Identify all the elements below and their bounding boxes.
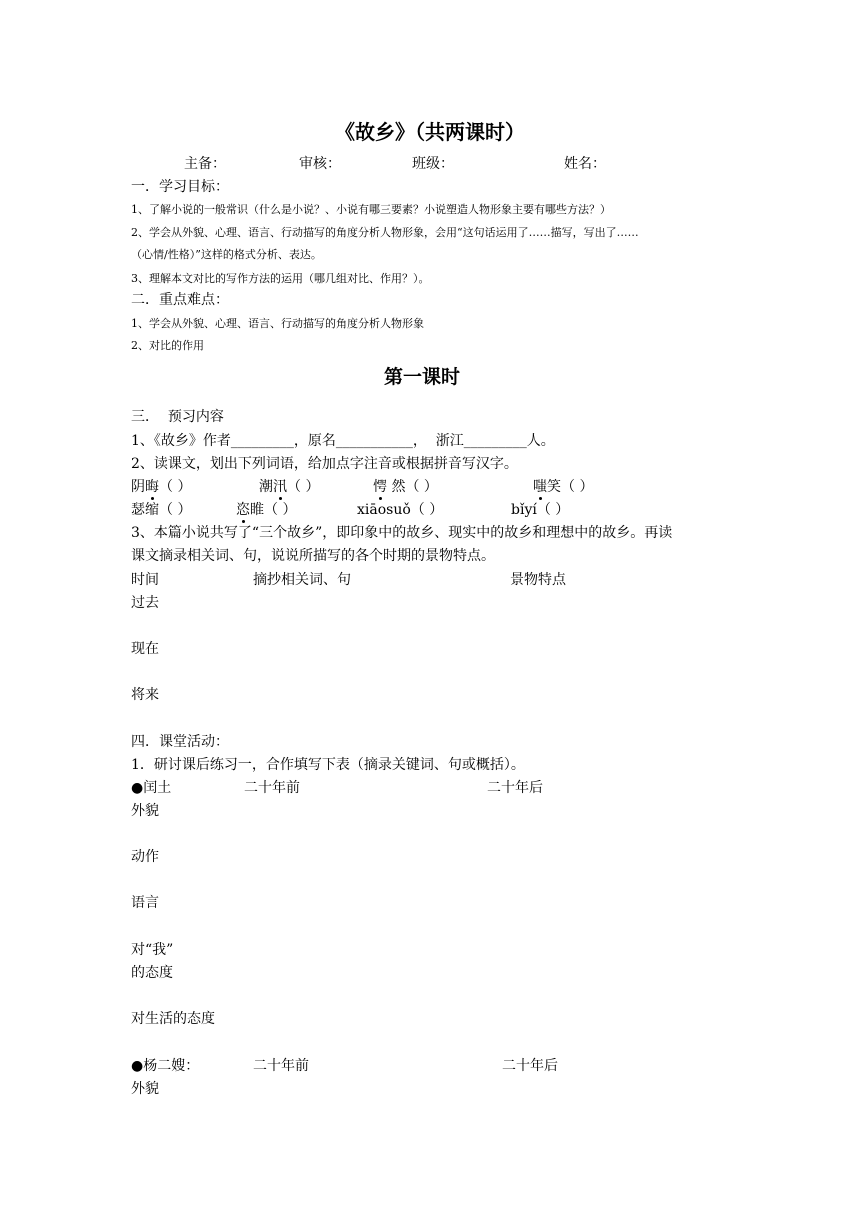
runtu-before-label: 二十年前 <box>244 780 300 796</box>
objective-item: （心情/性格）”这样的格式分析、表达。 <box>131 248 322 261</box>
runtu-row-appearance: 外貌 <box>131 803 159 819</box>
emphasis-dot-char: 汛 <box>273 476 287 496</box>
runtu-row-attitude-life: 对生活的态度 <box>131 1011 215 1027</box>
lesson-title: 第一课时 <box>384 366 461 388</box>
runtu-label: ●闰土 <box>131 780 172 796</box>
objective-item: 2、学会从外貌、心理、语言、行动描写的角度分析人物形象，会用“这句话运用了……描写，写出了…… <box>131 226 639 239</box>
question-2: 2、读课文，划出下列词语，给加点字注音或根据拼音写汉字。 <box>131 456 518 472</box>
vocab-item: 阴晦（ ） <box>131 476 191 496</box>
yang-before-label: 二十年前 <box>253 1058 309 1074</box>
reviewer-label: 审核： <box>299 156 341 172</box>
row-label-past: 过去 <box>131 595 159 611</box>
vocab-item: 嗤笑（ ） <box>533 476 593 496</box>
objective-item: 1、了解小说的一般常识（什么是小说？、小说有哪三要素？小说塑造人物形象主要有哪些方法？） <box>131 203 611 216</box>
emphasis-dot-char: 嗤 <box>533 476 547 496</box>
row-label-future: 将来 <box>131 687 159 703</box>
section-1-heading: 一．学习目标： <box>131 179 229 195</box>
name-label: 姓名： <box>564 156 606 172</box>
vocab-item: bǐyí（ ） <box>511 502 570 518</box>
section-2-heading: 二．重点难点： <box>131 292 229 308</box>
section-4-heading: 四．课堂活动： <box>131 734 229 750</box>
emphasis-dot-char: 晦 <box>145 476 159 496</box>
col-excerpt: 摘抄相关词、句 <box>253 572 351 588</box>
vocab-item: 恣睢（ ） <box>236 499 296 519</box>
vocab-item: xiāosuǒ（ ） <box>357 502 444 518</box>
question-1: 1、《故乡》作者_________，原名___________， 浙江_________人。 <box>131 433 555 449</box>
runtu-row-attitude-me-1: 对“我” <box>131 942 174 958</box>
lead-teacher-label: 主备： <box>184 156 226 172</box>
vocab-item: 愕 然（ ） <box>373 476 438 496</box>
yang-row-appearance: 外貌 <box>131 1081 159 1097</box>
question-3-line-2: 课文摘录相关词、句，说说所描写的各个时期的景物特点。 <box>131 548 495 564</box>
emphasis-dot-char: 恣 <box>236 499 250 519</box>
runtu-row-speech: 语言 <box>131 895 159 911</box>
key-point-item: 2、对比的作用 <box>131 339 204 352</box>
vocab-item: 瑟缩（ ） <box>131 502 192 518</box>
emphasis-dot-char: 愕 <box>373 476 387 496</box>
runtu-after-label: 二十年后 <box>487 780 543 796</box>
yang-after-label: 二十年后 <box>502 1058 558 1074</box>
class-label: 班级： <box>412 156 454 172</box>
runtu-row-action: 动作 <box>131 849 159 865</box>
vocab-item: 潮汛（ ） <box>259 476 319 496</box>
yang-label: ●杨二嫂： <box>131 1058 200 1074</box>
runtu-row-attitude-me-2: 的态度 <box>131 965 173 981</box>
document-title: 《故乡》（共两课时） <box>335 120 525 144</box>
activity-question-1: 1．研讨课后练习一，合作填写下表（摘录关键词、句或概括）。 <box>131 757 525 773</box>
objective-item: 3、理解本文对比的写作方法的运用（哪几组对比、作用？）。 <box>131 272 430 285</box>
col-feature: 景物特点 <box>510 572 566 588</box>
key-point-item: 1、学会从外貌、心理、语言、行动描写的角度分析人物形象 <box>131 317 424 330</box>
row-label-present: 现在 <box>131 641 159 657</box>
question-3-line-1: 3、本篇小说共写了“三个故乡”，即印象中的故乡、现实中的故乡和理想中的故乡。再读 <box>131 525 673 541</box>
section-3-heading: 三． 预习内容 <box>131 409 224 425</box>
col-time: 时间 <box>131 572 159 588</box>
